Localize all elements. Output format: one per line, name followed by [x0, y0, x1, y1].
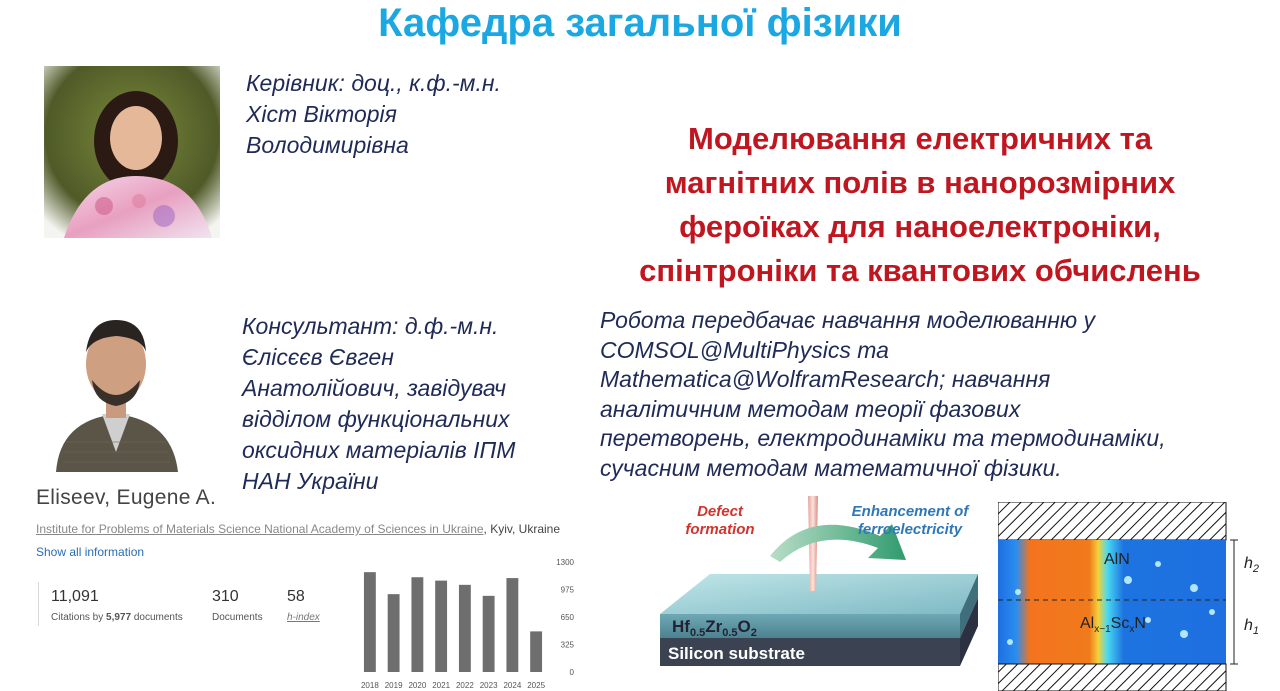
- page-title: Кафедра загальної фізики: [378, 1, 902, 45]
- bar-2018: [364, 572, 376, 672]
- description-line: Mathematica@WolframResearch; навчання: [600, 366, 1051, 392]
- x-tick-2021: 2021: [432, 681, 451, 690]
- aln-label: AlN: [1104, 551, 1130, 568]
- citations-value: 11,091: [51, 588, 99, 605]
- enhancement-label-line: Enhancement of: [851, 503, 969, 520]
- consultant-line: Єлісєєв Євген: [242, 344, 394, 370]
- x-tick-2019: 2019: [384, 681, 403, 690]
- citations-label: [51, 612, 183, 623]
- y-tick-1300: 1300: [556, 558, 574, 567]
- enhancement-label: [858, 521, 963, 538]
- description-line: сучасним методам математичної фізики.: [600, 454, 1062, 481]
- x-tick-2018: 2018: [360, 681, 379, 690]
- bar-2019: [388, 594, 400, 672]
- citations-docs-count: 5,977: [106, 612, 132, 623]
- bar-2021: [435, 581, 447, 672]
- consultant-line: Анатолійович, завідувач: [242, 375, 507, 401]
- topic-line: Моделювання електричних та: [688, 121, 1152, 156]
- enhancement-label: [852, 503, 971, 520]
- y-tick-325: 325: [560, 640, 574, 650]
- documents-stat: [212, 588, 263, 623]
- description-line: Робота передбачає навчання моделюванню у: [600, 307, 1096, 333]
- thin-film-figure: [660, 496, 978, 691]
- scholar-affiliation: [36, 522, 560, 536]
- work-description: [600, 306, 1276, 483]
- x-tick-2023: 2023: [479, 681, 498, 690]
- show-all-information-link[interactable]: Show all information: [36, 545, 145, 559]
- description-line: перетворень, електродинаміки та термодинаміки,: [600, 425, 1166, 451]
- supervisor-photo: [44, 66, 220, 238]
- hindex-value: 58: [287, 588, 305, 605]
- supervisor-line: Хіст Вікторія: [246, 101, 397, 127]
- defect-label: [697, 503, 744, 520]
- h2-label: $h_2$: [1244, 555, 1260, 575]
- citations-label-suffix: documents: [131, 612, 183, 623]
- hindex-stat[interactable]: [287, 588, 320, 623]
- consultant-line: НАН України: [242, 468, 379, 494]
- scholar-name: Eliseev, Eugene A.: [36, 486, 217, 509]
- defect-label: [685, 521, 754, 538]
- topic-line: фероїках для наноелектроніки,: [679, 209, 1161, 244]
- location-text: , Kyiv, Ukraine: [483, 522, 561, 536]
- x-tick-2025: 2025: [527, 681, 546, 690]
- consultant-photo: [46, 302, 186, 472]
- alscn-label: $Al_{x-1}Sc_xN$: [1080, 615, 1146, 635]
- h1-label: $h_1$: [1244, 617, 1260, 637]
- y-tick-975: 975: [560, 585, 574, 595]
- institution-link[interactable]: Institute for Problems of Materials Science National Academy of Sciences in Ukraine: [36, 522, 484, 536]
- y-tick-650: 650: [560, 613, 574, 622]
- supervisor-line: Керівник: доц., к.ф.-м.н.: [246, 70, 501, 96]
- hzo-layer-label: $Hf_{0.5}Zr_{0.5}O_2$: [672, 617, 757, 639]
- citations-stat: [51, 588, 183, 623]
- citations-label-prefix: Citations by: [51, 612, 107, 623]
- substrate-label: Silicon substrate: [668, 644, 805, 663]
- documents-value: 310: [212, 588, 239, 605]
- bar-2024: [506, 578, 518, 672]
- description-line: COMSOL@MultiPhysics та: [600, 336, 889, 363]
- citations-bar-chart: [352, 550, 582, 691]
- y-tick-0: 0: [569, 668, 574, 677]
- stats-divider: [38, 582, 39, 626]
- bar-2023: [483, 596, 495, 672]
- consultant-line: оксидних матеріалів ІПМ: [242, 437, 516, 463]
- supervisor-info: [246, 68, 586, 161]
- bar-2025: [530, 631, 542, 672]
- simulation-figure: [998, 502, 1276, 691]
- topic-line: спінтроніки та квантових обчислень: [639, 253, 1201, 288]
- x-tick-2022: 2022: [455, 681, 474, 690]
- enhancement-label-line: ferroelectricity: [857, 521, 963, 538]
- x-tick-2020: 2020: [408, 681, 427, 690]
- consultant-line: Консультант: д.ф.-м.н.: [242, 313, 499, 339]
- topic-line: магнітних полів в нанорозмірних: [664, 165, 1176, 200]
- hindex-label: h-index: [287, 612, 320, 623]
- topic-title: [560, 117, 1280, 293]
- supervisor-line: Володимирівна: [246, 132, 409, 158]
- description-line: аналітичним методам теорії фазових: [600, 395, 1021, 422]
- documents-label: Documents: [212, 612, 263, 623]
- bar-2020: [411, 577, 423, 672]
- defect-label-line: Defect: [697, 503, 743, 520]
- x-tick-2024: 2024: [503, 681, 522, 690]
- consultant-info: [242, 311, 582, 497]
- bar-2022: [459, 585, 471, 672]
- consultant-line: відділом функціональних: [242, 406, 510, 432]
- defect-label-line: formation: [685, 521, 755, 538]
